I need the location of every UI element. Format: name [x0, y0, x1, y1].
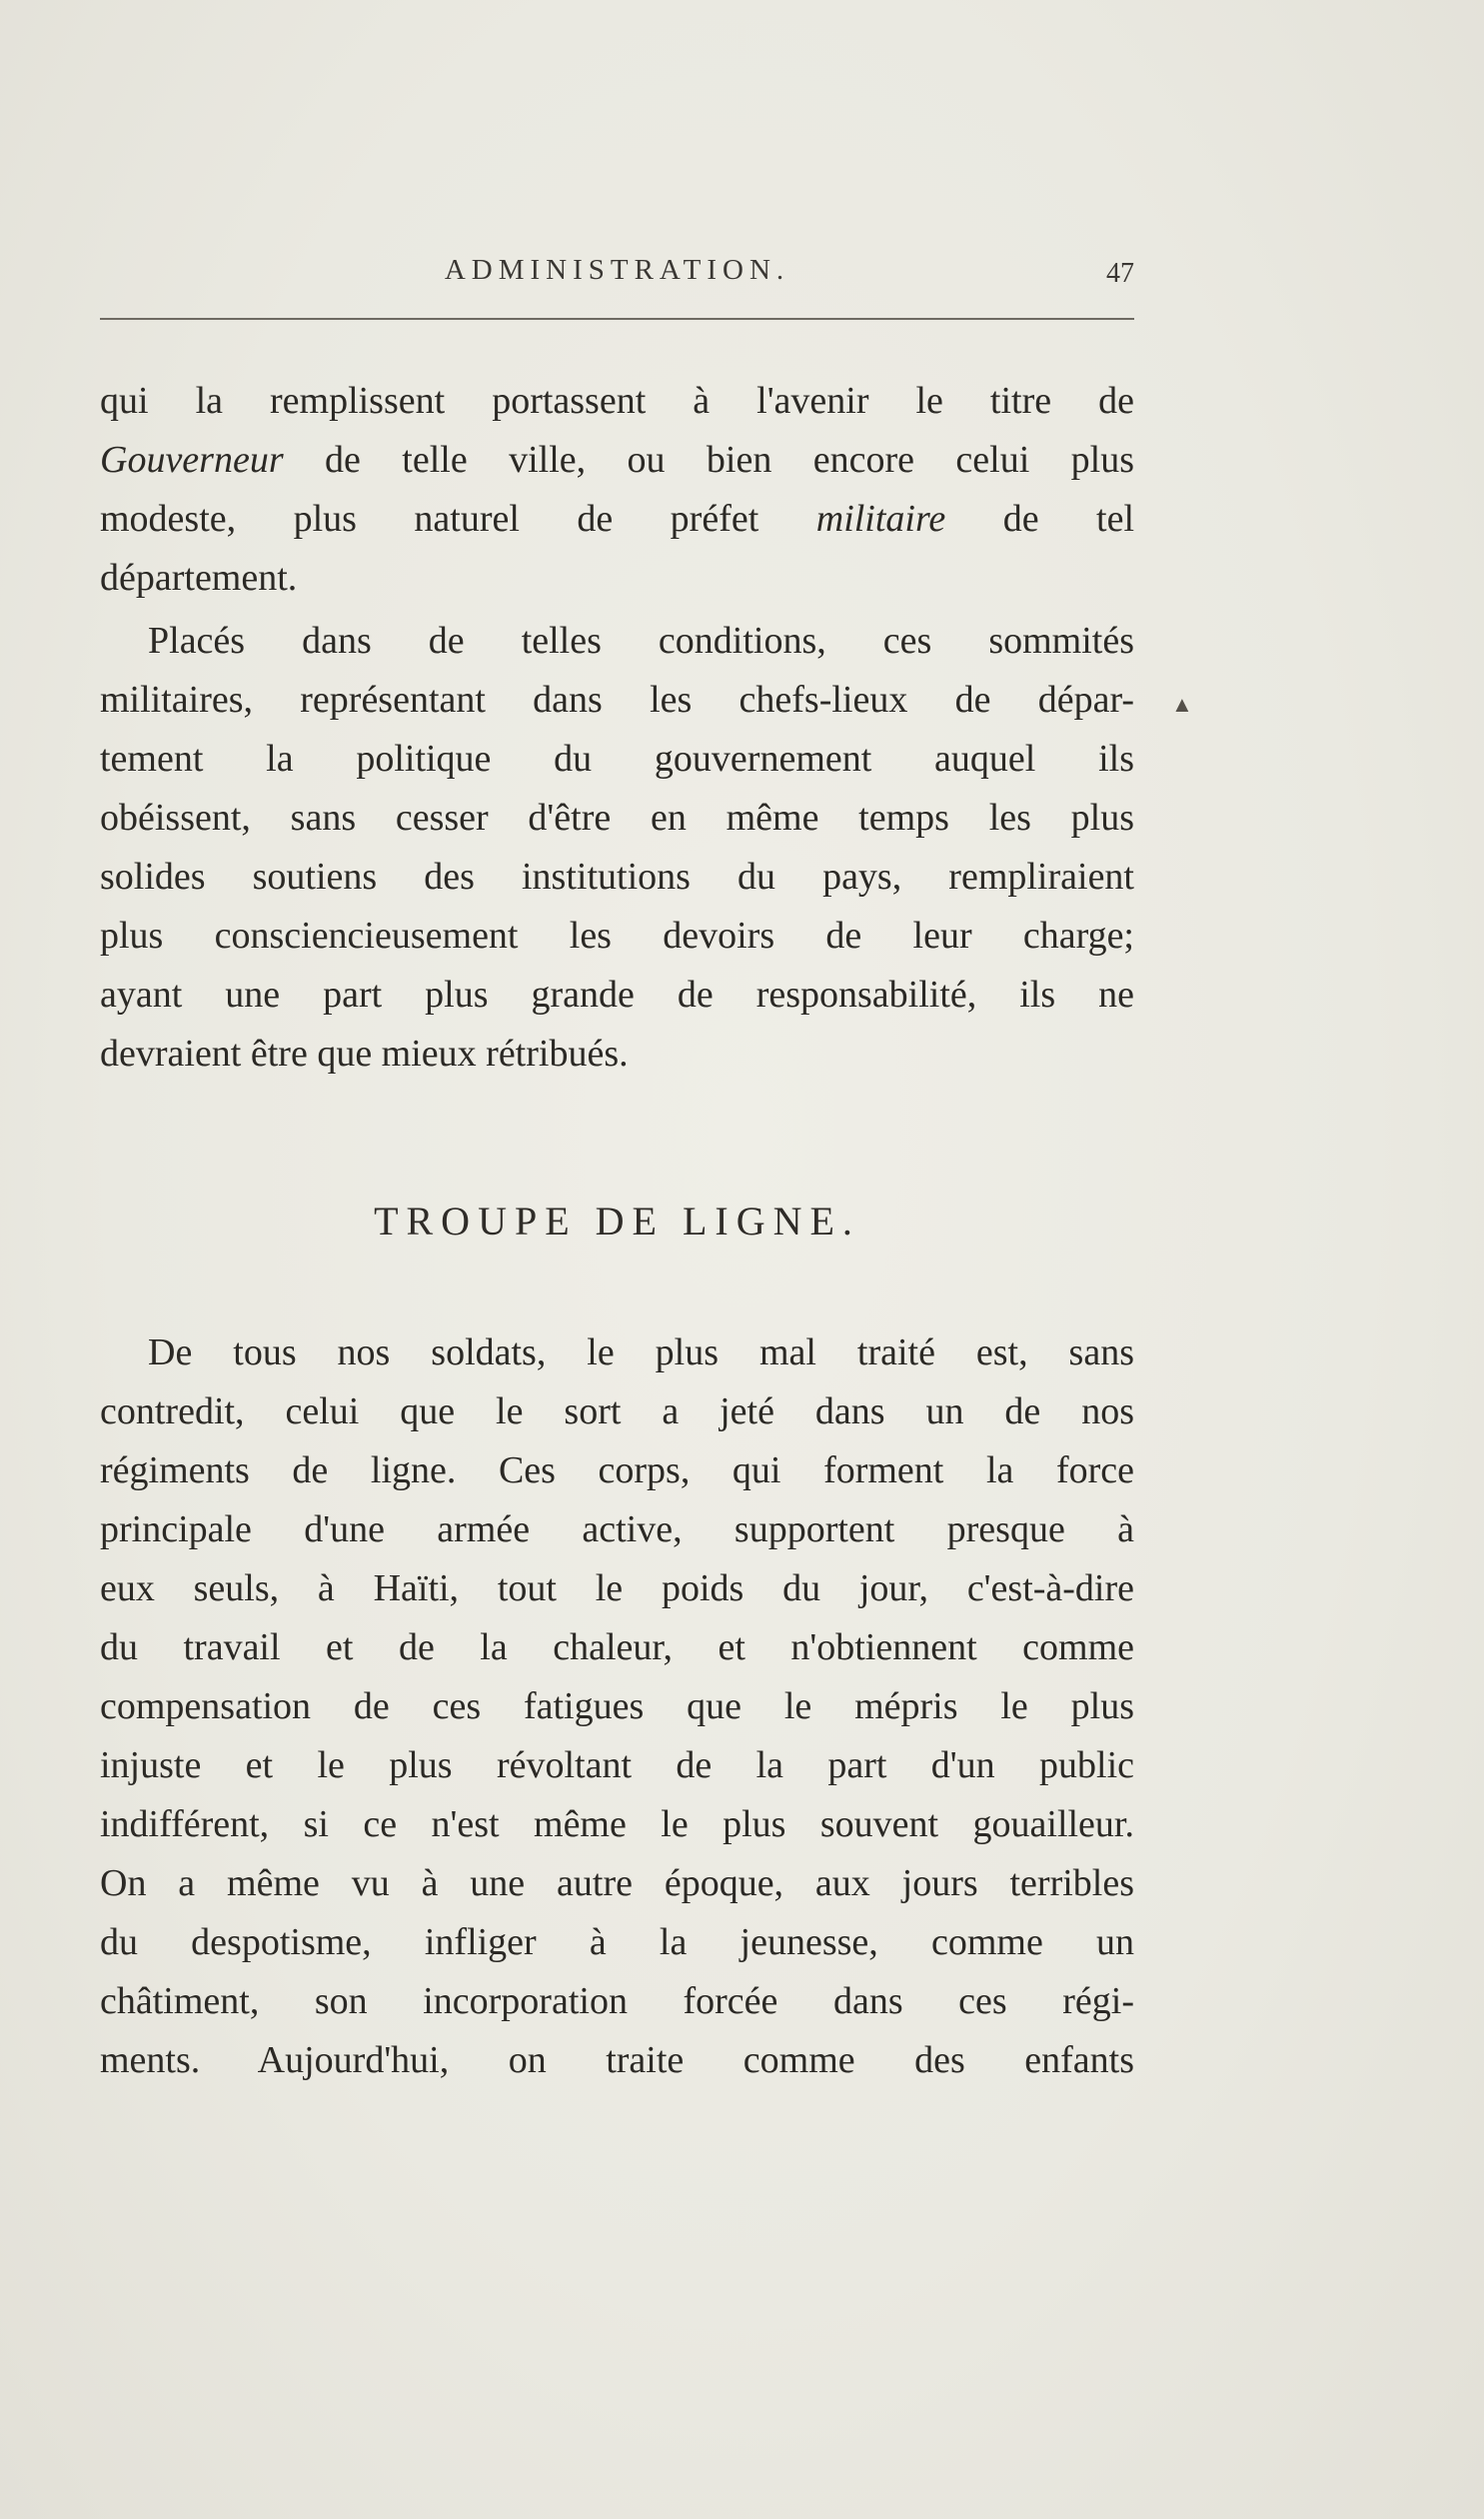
- section-heading: TROUPE DE LIGNE.: [374, 1199, 860, 1244]
- text-line: du despotisme, infliger à la jeunesse, comme un: [100, 1921, 1134, 1963]
- text-line: Placés dans de telles conditions, ces sommités: [148, 620, 1134, 662]
- text-line: contredit, celui que le sort a jeté dans un de nos: [100, 1390, 1134, 1432]
- text-line: eux seuls, à Haïti, tout le poids du jour, c'est-à-dire: [100, 1567, 1134, 1609]
- text-line: solides soutiens des institutions du pays, rempliraient: [100, 856, 1134, 898]
- text-fragment: de telle ville, ou bien encore celui plus: [283, 439, 1134, 481]
- text-line: De tous nos soldats, le plus mal traité est, sans: [148, 1331, 1134, 1373]
- text-line: devraient être que mieux rétribués.: [100, 1033, 629, 1075]
- paragraph-officers: [100, 612, 1134, 1084]
- text-line: tement la politique du gouvernement auquel ils: [100, 738, 1134, 780]
- text-line: indifférent, si ce n'est même le plus souvent gouailleur.: [100, 1803, 1134, 1845]
- text-line: injuste et le plus révoltant de la part d'un public: [100, 1744, 1134, 1786]
- text-fragment: de tel: [945, 498, 1134, 540]
- text-line: [100, 431, 1134, 490]
- italic-term: Gouverneur: [100, 439, 284, 481]
- text-line: obéissent, sans cesser d'être en même temps les plus: [100, 797, 1134, 839]
- text-line: régiments de ligne. Ces corps, qui forment la force: [100, 1449, 1134, 1491]
- paragraph-line-troops: [100, 1323, 1134, 2090]
- text-line: [100, 490, 1134, 549]
- running-title: ADMINISTRATION.: [444, 254, 790, 286]
- marginal-mark: ▲: [1171, 692, 1193, 717]
- text-line: du travail et de la chaleur, et n'obtiennent comme: [100, 1626, 1134, 1668]
- text-line: ments. Aujourd'hui, on traite comme des enfants: [100, 2039, 1134, 2081]
- text-line: qui la remplissent portassent à l'avenir le titre de: [100, 380, 1134, 422]
- running-head: [100, 254, 1134, 294]
- text-line: principale d'une armée active, supportent presque à: [100, 1508, 1134, 1550]
- text-line: compensation de ces fatigues que le mépris le plus: [100, 1685, 1134, 1727]
- text-line: département.: [100, 557, 298, 599]
- page-number: 47: [1106, 258, 1134, 289]
- paragraph-continuation: [100, 372, 1134, 608]
- text-fragment: modeste, plus naturel de préfet: [100, 498, 816, 540]
- text-line: militaires, représentant dans les chefs-lieux de dépar-: [100, 679, 1134, 721]
- header-rule: [100, 318, 1134, 320]
- text-line: plus consciencieusement les devoirs de leur charge;: [100, 915, 1134, 957]
- text-line: ayant une part plus grande de responsabilité, ils ne: [100, 974, 1134, 1016]
- text-line: châtiment, son incorporation forcée dans ces régi-: [100, 1980, 1134, 2022]
- italic-term: militaire: [815, 498, 946, 540]
- text-line: On a même vu à une autre époque, aux jours terribles: [100, 1862, 1134, 1904]
